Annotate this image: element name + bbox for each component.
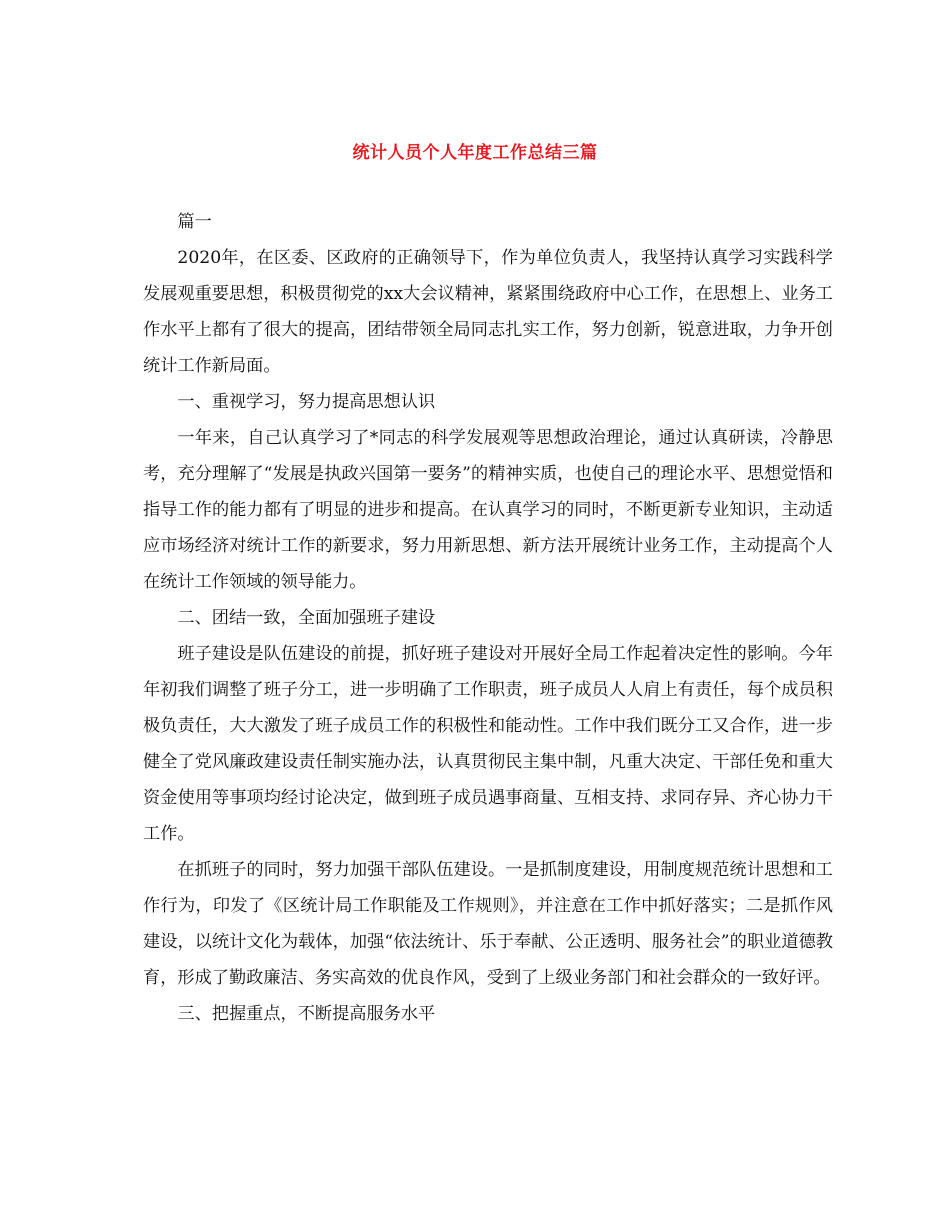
body-paragraph: 班子建设是队伍建设的前提，抓好班子建设对开展好全局工作起着决定性的影响。今年年初我们调整了班子分工，进一步明确了工作职责，班子成员人人肩上有责任，每个成员积极负责任，大大激发了班子成员工作的积极性和能动性。工作中我们既分工又合作，进一步健全了党风廉政建设责任制实施办法，认真贯彻民主集中制，凡重大决定、干部任免和重大资金使用等事项均经讨论决定，做到班子成员遇事商量、互相支持、求同存异、齐心协力干工作。 bbox=[143, 644, 833, 844]
intro-paragraph: 2020年，在区委、区政府的正确领导下，作为单位负责人，我坚持认真学习实践科学发展观重要思想，积极贯彻党的xx大会议精神，紧紧围绕政府中心工作，在思想上、业务工作水平上都有了很大的提高，团结带领全局同志扎实工作，努力创新，锐意进取，力争开创统计工作新局面。 bbox=[143, 248, 833, 376]
section-heading-2: 二、团结一致，全面加强班子建设 bbox=[177, 608, 436, 628]
body-paragraph: 在抓班子的同时，努力加强干部队伍建设。一是抓制度建设，用制度规范统计思想和工作行为，印发了《区统计局工作职能及工作规则》，并注意在工作中抓好落实；二是抓作风建设，以统计文化为载体，加强“依法统计、乐于奉献、公正透明、服务社会”的职业道德教育，形成了勤政廉洁、务实高效的优良作风，受到了上级业务部门和社会群众的一致好评。 bbox=[143, 860, 833, 988]
document-title: 统计人员个人年度工作总结三篇 bbox=[352, 143, 598, 163]
section-heading-pian-yi: 篇一 bbox=[177, 212, 212, 232]
body-paragraph: 一年来，自己认真学习了*同志的科学发展观等思想政治理论，通过认真研读，冷静思考，充分理解了“发展是执政兴国第一要务”的精神实质，也使自己的理论水平、思想觉悟和指导工作的能力都有了明显的进步和提高。在认真学习的同时，不断更新专业知识，主动适应市场经济对统计工作的新要求，努力用新思想、新方法开展统计业务工作，主动提高个人在统计工作领域的领导能力。 bbox=[143, 428, 833, 592]
section-heading-1: 一、重视学习，努力提高思想认识 bbox=[177, 392, 436, 412]
section-heading-3: 三、把握重点，不断提高服务水平 bbox=[177, 1004, 436, 1024]
document-body bbox=[143, 204, 833, 1032]
